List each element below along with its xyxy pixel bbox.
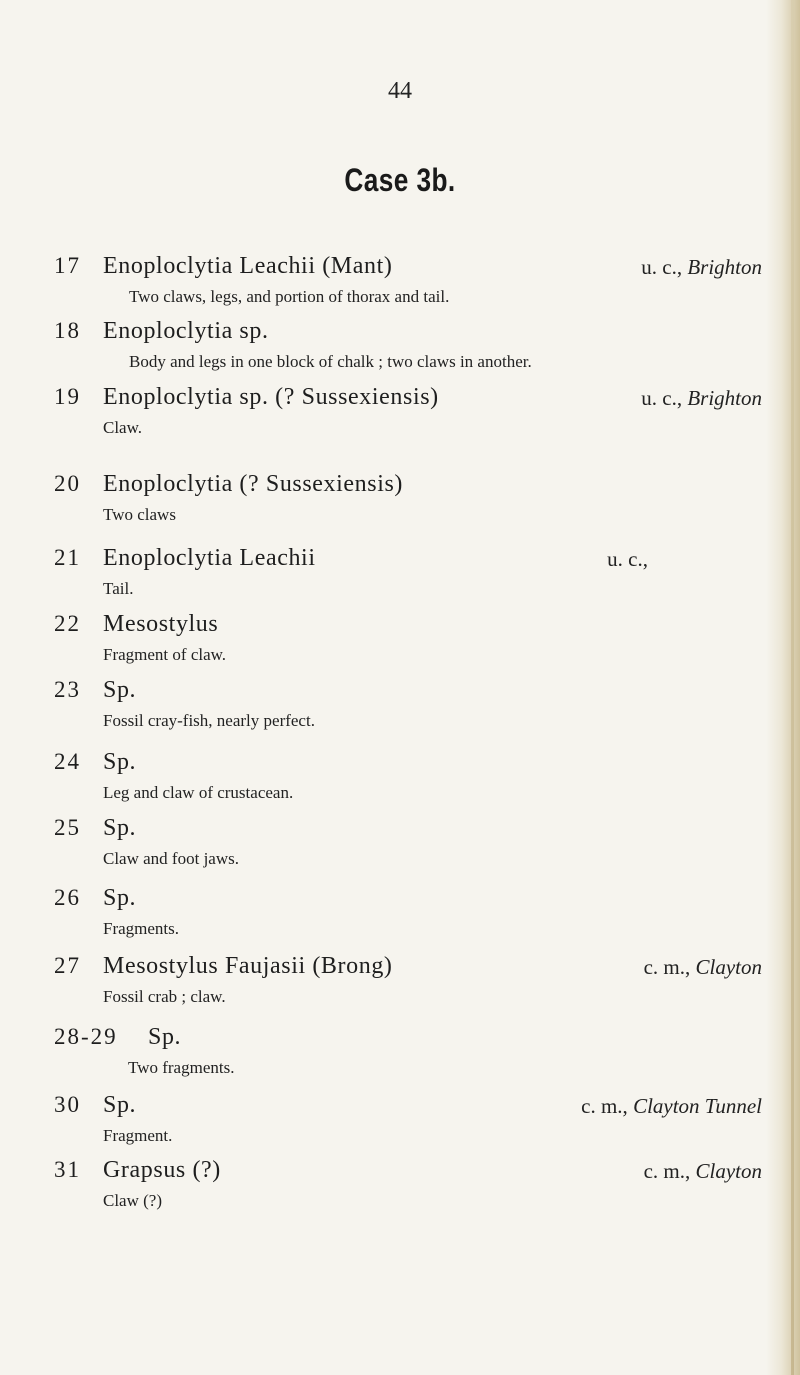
specimen-description: Fragment. [103, 1126, 173, 1145]
catalog-entry [0, 885, 800, 955]
entry-number: 19 [54, 384, 81, 409]
specimen-description: Fossil crab ; claw. [103, 987, 226, 1006]
locality [641, 255, 762, 280]
catalog-entry [0, 815, 800, 885]
locality-place: Brighton [687, 386, 762, 410]
page-number: 44 [388, 78, 412, 104]
entry-number: 26 [54, 885, 81, 910]
locality [644, 1159, 762, 1184]
locality-formation: c. m., [643, 955, 696, 979]
locality-formation: u. c., [607, 547, 648, 571]
specimen-name: Sp. [103, 885, 137, 911]
specimen-name: Enoploclytia Leachii (Mant) [103, 253, 393, 279]
catalog-entry [0, 1024, 800, 1094]
entry-number: 25 [54, 815, 81, 840]
locality-formation: u. c., [641, 386, 688, 410]
specimen-description: Claw (?) [103, 1191, 163, 1210]
case-title: Case 3b. [344, 162, 456, 198]
specimen-name: Enoploclytia sp. (? Sussexiensis) [103, 384, 439, 410]
catalog-entry [0, 253, 800, 323]
entry-number: 18 [54, 318, 81, 343]
locality-place: Brighton [687, 255, 762, 279]
catalog-entry [0, 611, 800, 681]
specimen-name: Enoploclytia Leachii [103, 545, 316, 571]
specimen-name: Mesostylus [103, 611, 219, 637]
entry-number: 27 [54, 953, 81, 978]
catalog-entry [0, 953, 800, 1023]
specimen-description: Two fragments. [128, 1058, 235, 1077]
catalog-entry [0, 677, 800, 747]
entry-number: 31 [54, 1157, 81, 1182]
catalog-entry [0, 384, 800, 454]
catalog-entry [0, 1092, 800, 1162]
specimen-name: Sp. [148, 1024, 182, 1050]
entry-number: 20 [54, 471, 81, 496]
specimen-description: Fossil cray-fish, nearly perfect. [103, 711, 315, 730]
specimen-description: Leg and claw of crustacean. [103, 783, 294, 802]
specimen-name: Sp. [103, 815, 137, 841]
locality [607, 547, 648, 572]
specimen-name: Enoploclytia (? Sussexiensis) [103, 471, 404, 497]
entry-number: 24 [54, 749, 81, 774]
catalog-entry [0, 318, 800, 388]
specimen-name: Mesostylus Faujasii (Brong) [103, 953, 393, 979]
locality-formation: u. c., [641, 255, 688, 279]
entry-number: 21 [54, 545, 81, 570]
specimen-description: Claw and foot jaws. [103, 849, 239, 868]
locality [644, 955, 762, 980]
entry-number: 28-29 [54, 1024, 118, 1049]
locality-place: Clayton [695, 955, 762, 979]
entry-number: 22 [54, 611, 81, 636]
specimen-description: Fragments. [103, 919, 180, 938]
specimen-name: Sp. [103, 749, 137, 775]
specimen-name: Enoploclytia sp. [103, 318, 269, 344]
catalog-entry [0, 749, 800, 819]
specimen-name: Grapsus (?) [103, 1157, 221, 1183]
specimen-description: Two claws [103, 505, 176, 524]
specimen-name: Sp. [103, 1092, 137, 1118]
locality-place: Clayton [695, 1159, 762, 1183]
entry-number: 17 [54, 253, 81, 278]
catalog-entry [0, 471, 800, 541]
specimen-description: Two claws, legs, and portion of thorax and tail. [129, 287, 450, 306]
catalog-entry [0, 545, 800, 615]
specimen-name: Sp. [103, 677, 137, 703]
specimen-description: Fragment of claw. [103, 645, 227, 664]
locality-place: Clayton Tunnel [633, 1094, 762, 1118]
specimen-description: Body and legs in one block of chalk ; two claws in another. [129, 352, 532, 371]
locality [581, 1094, 762, 1119]
locality-formation: c. m., [581, 1094, 634, 1118]
specimen-description: Tail. [103, 579, 134, 598]
entry-number: 23 [54, 677, 81, 702]
locality-formation: c. m., [643, 1159, 696, 1183]
specimen-description: Claw. [103, 418, 143, 437]
entry-number: 30 [54, 1092, 81, 1117]
catalog-entry [0, 1157, 800, 1227]
locality [641, 386, 762, 411]
